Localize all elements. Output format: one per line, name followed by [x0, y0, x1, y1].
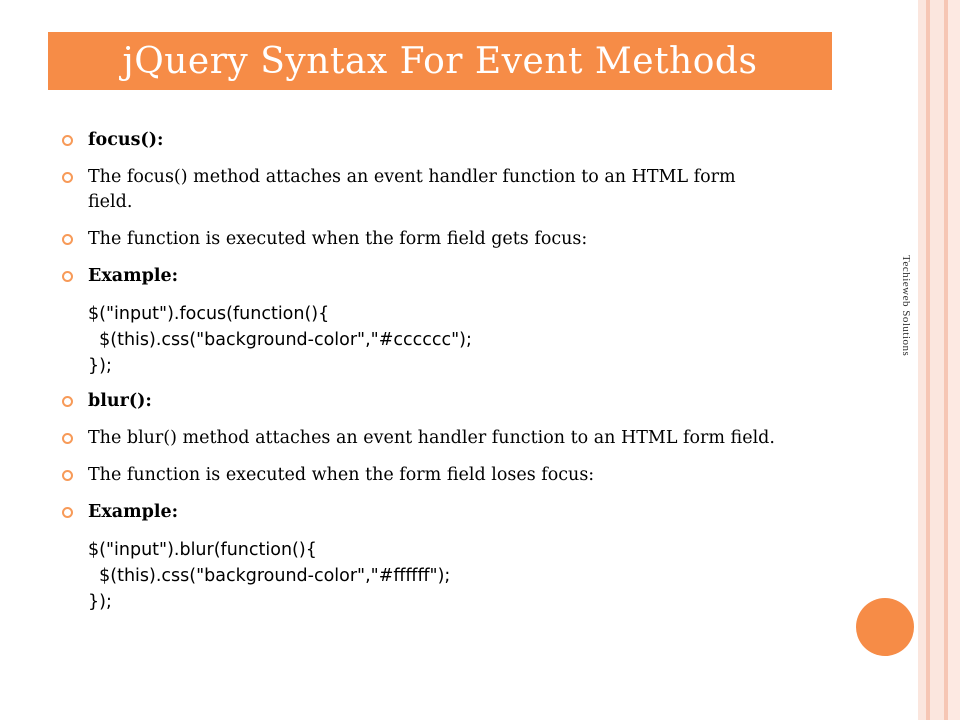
bullet-text: The focus() method attaches an event handler function to an HTML form field. — [88, 167, 736, 212]
code-line: $("input").focus(function(){ — [88, 304, 330, 324]
bullet-text: The blur() method attaches an event handler function to an HTML form field. — [88, 428, 775, 448]
code-line: }); — [88, 356, 112, 376]
bullet-icon — [62, 433, 73, 444]
bullet-text: The function is executed when the form field loses focus: — [88, 465, 595, 485]
bullet-icon — [62, 271, 73, 282]
code-block — [62, 301, 782, 379]
bullet-item — [62, 264, 782, 289]
bullet-text: blur(): — [88, 391, 152, 411]
bullet-item — [62, 463, 782, 488]
bullet-icon — [62, 234, 73, 245]
slide-title: jQuery Syntax For Event Methods — [122, 40, 758, 82]
bullet-item — [62, 389, 782, 414]
code-line: $(this).css("background-color","#ffffff"); — [88, 566, 451, 586]
bullet-item — [62, 165, 782, 215]
bullet-icon — [62, 172, 73, 183]
decorative-circle — [856, 598, 914, 656]
bullet-text: Example: — [88, 502, 179, 522]
decorative-stripe — [930, 0, 944, 720]
title-bar — [48, 32, 832, 90]
bullet-text: The function is executed when the form field gets focus: — [88, 229, 588, 249]
code-line: $("input").blur(function(){ — [88, 540, 317, 560]
bullet-item — [62, 227, 782, 252]
bullet-item — [62, 500, 782, 525]
code-block — [62, 537, 782, 615]
code-line: $(this).css("background-color","#cccccc"); — [88, 330, 472, 350]
bullet-icon — [62, 470, 73, 481]
bullet-icon — [62, 135, 73, 146]
bullet-icon — [62, 507, 73, 518]
bullet-item — [62, 426, 782, 451]
slide-content — [62, 128, 782, 615]
bullet-text: Example: — [88, 266, 179, 286]
side-label: Techieweb Solutions — [900, 255, 912, 357]
code-line: }); — [88, 592, 112, 612]
decorative-stripe — [948, 0, 960, 720]
decorative-stripe — [918, 0, 926, 720]
bullet-icon — [62, 396, 73, 407]
bullet-text: focus(): — [88, 130, 164, 150]
bullet-item — [62, 128, 782, 153]
